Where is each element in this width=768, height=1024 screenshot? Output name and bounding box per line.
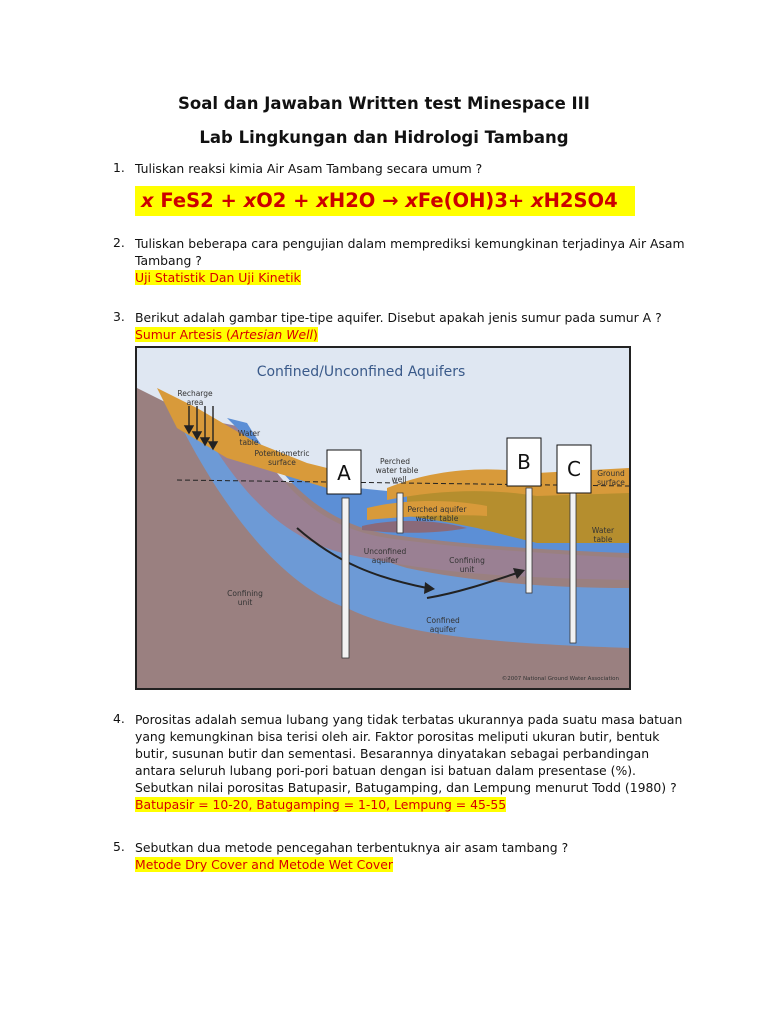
aquifer-diagram (135, 346, 631, 690)
chemical-equation (135, 186, 635, 216)
question-4-line-5: Sebutkan nilai porositas Batupasir, Batugamping, dan Lempung menurut Todd (1980) ? (135, 780, 677, 795)
question-3-answer (135, 327, 318, 342)
eq-part-4: Fe(OH)3+ (417, 189, 532, 212)
question-2-answer: Uji Statistik Dan Uji Kinetik (135, 270, 301, 285)
eq-part-2: O2 + (256, 189, 317, 212)
question-4-line-4: antara seluruh lubang pori-pori batuan dengan isi batuan dalam presentase (%). (135, 763, 636, 778)
confined-aquifer-label-2: aquifer (429, 625, 457, 634)
potentiometric-label-2: surface (268, 458, 296, 467)
figure-copyright: ©2007 National Ground Water Association (501, 676, 619, 682)
question-3-text (135, 309, 695, 343)
perched-well-casing (397, 493, 403, 533)
confining-unit-mid-label-2: unit (459, 565, 475, 574)
water-table-right-label-1: Water (591, 526, 615, 535)
question-4-line-3: butir, susunan butir dan sementasi. Besarannya dinyatakan sebagai perbandingan (135, 746, 650, 761)
confined-aquifer-label-1: Confined (426, 616, 460, 625)
eq-coef-1: x (141, 189, 154, 212)
perched-well-label-1: Perched (379, 457, 411, 466)
document-subtitle: Lab Lingkungan dan Hidrologi Tambang (199, 128, 569, 147)
figure-title: Confined/Unconfined Aquifers (256, 364, 466, 380)
question-1-number: 1. (113, 160, 125, 175)
recharge-label-2: area (186, 398, 204, 407)
confining-unit-mid-label-1: Confining (449, 556, 485, 565)
document-title: Soal dan Jawaban Written test Minespace III (178, 94, 590, 113)
question-4-line-2: yang kemungkinan bisa terisi oleh air. Faktor porositas meliputi ukuran butir, bentuk (135, 729, 660, 744)
potentiometric-label-1: Potentiometric (254, 449, 310, 458)
recharge-label-1: Recharge (177, 389, 213, 398)
water-table-label-1: Water (237, 429, 261, 438)
question-3-number: 3. (113, 309, 125, 324)
confining-unit-left-label-1: Confining (227, 589, 263, 598)
well-b-label: B (517, 450, 531, 474)
eq-part-1: FeS2 + (153, 189, 244, 212)
ground-surface-label-1: Ground (597, 469, 625, 478)
eq-coef-5: x (531, 189, 544, 212)
eq-part-5: H2SO4 (543, 189, 618, 212)
question-4-number: 4. (113, 711, 125, 726)
perched-well-label-3: well (391, 475, 407, 484)
eq-coef-4: x (405, 189, 418, 212)
question-2-line-1: Tuliskan beberapa cara pengujian dalam memprediksi kemungkinan terjadinya Air Asam (135, 236, 685, 251)
answer-3-part-b: Artesian Well (230, 327, 313, 342)
eq-coef-2: x (243, 189, 257, 212)
well-a-label: A (337, 461, 351, 485)
question-2-text (135, 235, 695, 286)
well-a-casing (342, 498, 349, 658)
well-c-casing (570, 493, 576, 643)
well-b-casing (526, 488, 532, 593)
question-5-line: Sebutkan dua metode pencegahan terbentuknya air asam tambang ? (135, 840, 569, 855)
question-1-text: Tuliskan reaksi kimia Air Asam Tambang secara umum ? (135, 161, 483, 176)
question-2-line-2: Tambang ? (135, 253, 202, 268)
answer-3-part-a: Sumur Artesis ( (135, 327, 231, 342)
perched-well-label-2: water table (375, 466, 419, 475)
perched-aquifer-label-2: water table (415, 514, 459, 523)
water-table-label-2: table (239, 438, 259, 447)
eq-part-3: H2O → (328, 189, 406, 212)
question-2-number: 2. (113, 235, 125, 250)
question-4-text (135, 711, 695, 813)
question-5-answer: Metode Dry Cover and Metode Wet Cover (135, 857, 393, 872)
unconfined-aquifer-label-1: Unconfined (363, 547, 407, 556)
water-table-right-label-2: table (593, 535, 613, 544)
question-4-line-1: Porositas adalah semua lubang yang tidak terbatas ukurannya pada suatu masa batuan (135, 712, 683, 727)
answer-3-part-c: ) (312, 327, 318, 342)
confining-unit-left-label-2: unit (237, 598, 253, 607)
unconfined-aquifer-label-2: aquifer (371, 556, 399, 565)
question-3-line: Berikut adalah gambar tipe-tipe aquifer. Disebut apakah jenis sumur pada sumur A ? (135, 310, 662, 325)
question-5-text (135, 839, 695, 873)
aquifer-diagram-svg (137, 348, 629, 688)
question-4-answer: Batupasir = 10-20, Batugamping = 1-10, Lempung = 45-55 (135, 797, 507, 812)
perched-aquifer-label-1: Perched aquifer (407, 505, 467, 514)
well-c-label: C (567, 457, 581, 481)
question-5-number: 5. (113, 839, 125, 854)
eq-coef-3: x (316, 189, 329, 212)
ground-surface-label-2: surface (597, 478, 625, 487)
